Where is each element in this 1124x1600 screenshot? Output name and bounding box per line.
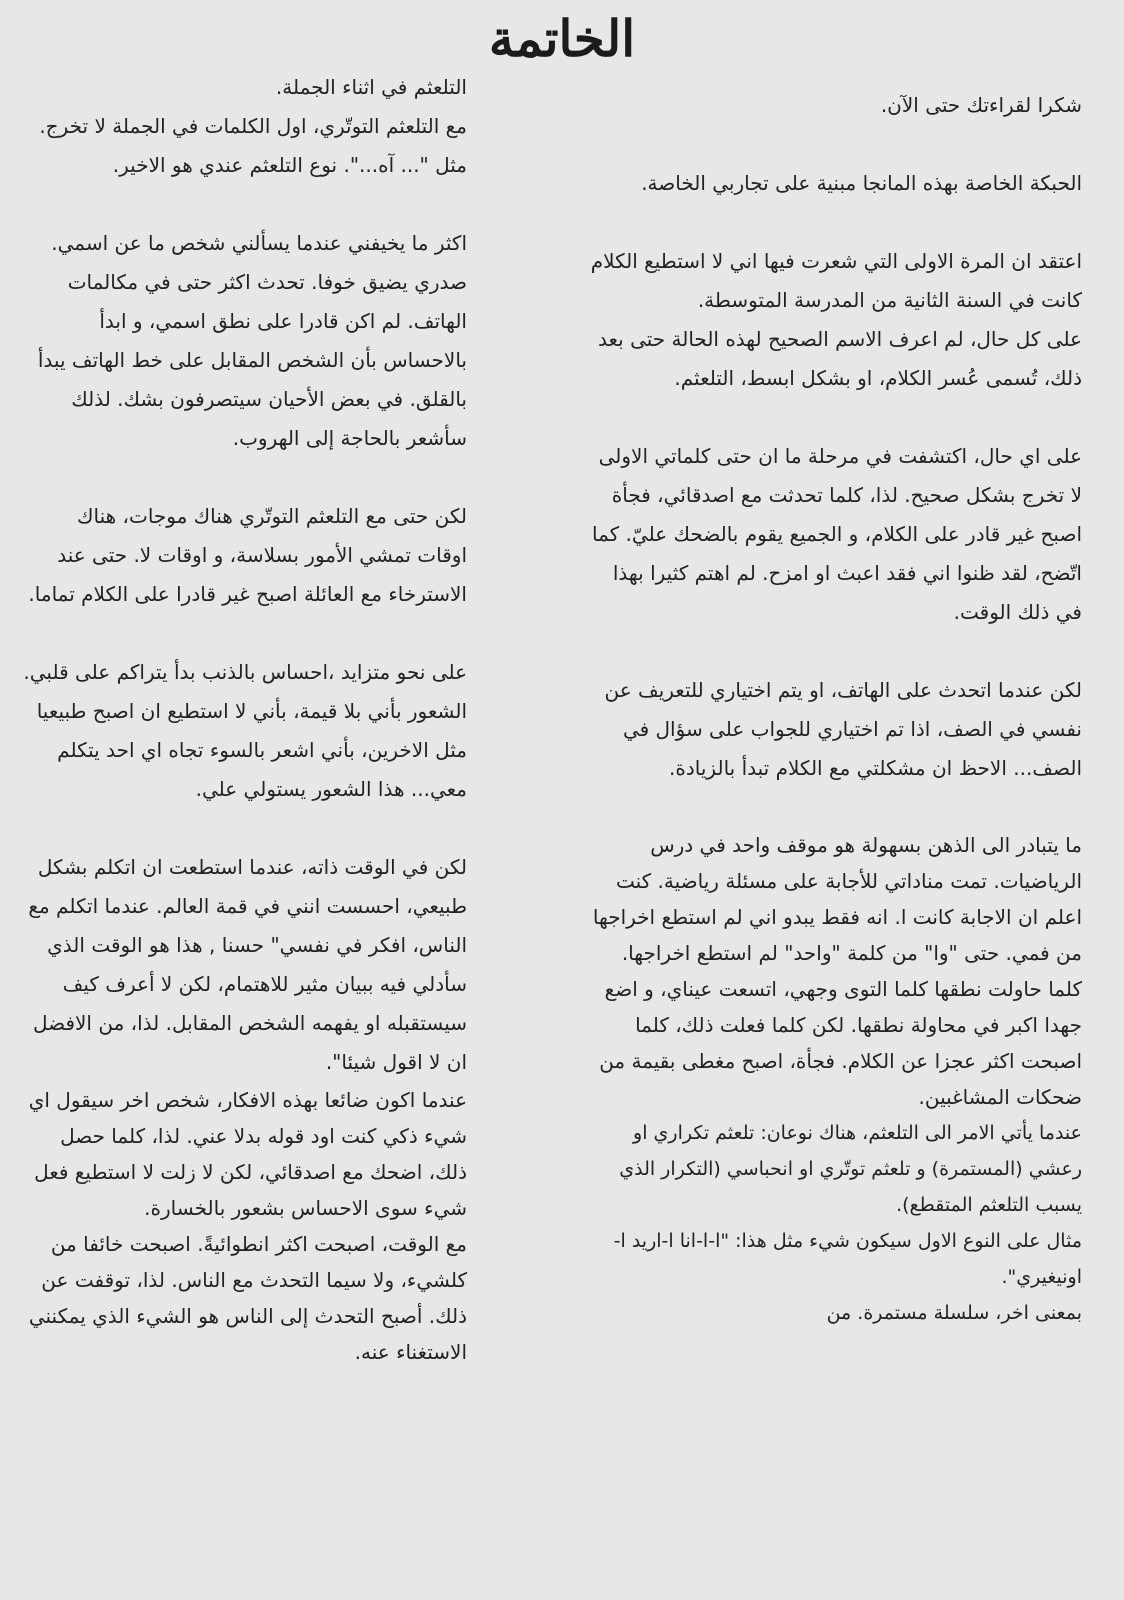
paragraph: شكرا لقراءتك حتى الآن.	[880, 93, 1082, 117]
paragraph: مثال على النوع الاول سيكون شيء مثل هذا: "ا-ا-انا ا-اريد ا-اونيغيري".	[613, 1230, 1082, 1288]
paragraph: عندما اكون ضائعا بهذه الافكار، شخص اخر سيقول اي شيء ذكي كنت اود قوله بدلا عني. لذا، كلما حصل ذلك، اضحك مع اصدقائي، لكن لا زلت لا استطيع فعل شيء سوى الاحساس بشعور بالخسارة.	[28, 1088, 467, 1220]
paragraph: اكثر ما يخيفني عندما يسألني شخص ما عن اسمي. صدري يضيق خوفا. تحدث اكثر حتى في مكالمات الهاتف. لم اكن قادرا على نطق اسمي، و ابدأ بالاحساس بأن الشخص المقابل على خط الهاتف يبدأ بالقلق. في بعض الأحيان سيتصرفون بشك. لذلك سأشعر بالحاجة إلى الهروب.	[37, 231, 467, 450]
page-title: الخاتمة	[488, 9, 636, 68]
paragraph: لكن حتى مع التلعثم التوتّري هناك موجات، هناك اوقات تمشي الأمور بسلاسة، و اوقات لا. حتى عند الاسترخاء مع العائلة اصبح غير قادرا على الكلام تماما.	[28, 504, 467, 606]
paragraph: على نحو متزايد ،احساس بالذنب بدأ يتراكم على قلبي. الشعور بأني بلا قيمة، بأني لا استطيع ان اصبح طبيعيا مثل الاخرين، بأني اشعر بالسوء تجاه اي احد يتكلم معي... هذا الشعور يستولي علي.	[23, 660, 467, 801]
paragraph-gap	[22, 809, 467, 848]
paragraph: لكن عندما اتحدث على الهاتف، او يتم اختياري للتعريف عن نفسي في الصف، اذا تم اختياري للجواب على سؤال في الصف... الاحظ ان مشكلتي مع الكلام تبدأ بالزيادة.	[604, 678, 1082, 780]
paragraph: الحبكة الخاصة بهذه المانجا مبنية على تجاربي الخاصة.	[641, 171, 1082, 195]
paragraph: عندما يأتي الامر الى التلعثم، هناك نوعان: تلعثم تكراري او رعشي (المستمرة) و تلعثم توتّري او انحباسي (التكرار الذي يسبب التلعثم المتقطع).	[619, 1122, 1082, 1216]
paragraph-gap	[22, 458, 467, 497]
paragraph-gap	[582, 203, 1082, 242]
paragraph: مع التلعثم التوتّري، اول الكلمات في الجملة لا تخرج. مثل "... آه...". نوع التلعثم عندي هو الاخير.	[39, 114, 467, 177]
paragraph: ما يتبادر الى الذهن بسهولة هو موقف واحد في درس الرياضيات. تمت مناداتي للأجابة على مسئلة رياضية. كنت اعلم ان الاجابة كانت ا. انه فقط يبدو اني لم استطع اخراجها من فمي. حتى "وا" من كلمة "واحد" لم استطع اخراجها. كلما حاولت نطقها كلما التوى وجهي، اتسعت عيناي، و اضع جهدا اكبر في محاولة نطقها. لكن كلما فعلت ذلك، كلما اصبحت اكثر عجزا عن الكلام. فجأة، اصبح مغطى بقيمة من ضحكات المشاغبين.	[592, 833, 1082, 1109]
paragraph: على اي حال، اكتشفت في مرحلة ما ان حتى كلماتي الاولى لا تخرج بشكل صحيح. لذا، كلما تحدثت مع اصدقائي، فجأة اصبح غير قادر على الكلام، و الجميع يقوم بالضحك عليّ. كما اتّضح، لقد ظنوا اني فقد اعبث او امزح. لم اهتم كثيرا بهذا في ذلك الوقت.	[592, 444, 1082, 624]
paragraph: على كل حال، لم اعرف الاسم الصحيح لهذه الحالة حتى بعد ذلك، تُسمى عُسر الكلام، او بشكل ابسط، التلعثم.	[598, 327, 1082, 390]
paragraph: اعتقد ان المرة الاولى التي شعرت فيها اني لا استطيع الكلام كانت في السنة الثانية من المدرسة المتوسطة.	[590, 249, 1082, 312]
paragraph-gap	[582, 788, 1082, 827]
paragraph: مع الوقت، اصبحت اكثر انطوائيةً. اصبحت خائفا من كلشيء، ولا سيما التحدث مع الناس. لذا، توقفت عن ذلك. أصبح التحدث إلى الناس هو الشيء الذي يمكنني الاستغناء عنه.	[28, 1232, 467, 1364]
paragraph-gap	[22, 185, 467, 224]
paragraph: لكن في الوقت ذاته، عندما استطعت ان اتكلم بشكل طبيعي، احسست انني في قمة العالم. عندما اتكلم مع الناس، افكر في نفسي" حسنا , هذا هو الوقت الذي سأدلي فيه ببيان مثير للاهتمام، لكن لا أعرف كيف سيستقبله او يفهمه الشخص المقابل. لذا، من الافضل ان لا اقول شيئا".	[28, 855, 467, 1074]
paragraph: بمعنى اخر، سلسلة مستمرة. من	[826, 1302, 1082, 1324]
paragraph-gap	[582, 125, 1082, 164]
paragraph-gap	[582, 398, 1082, 437]
paragraph-gap	[582, 632, 1082, 671]
paragraph-gap	[22, 614, 467, 653]
paragraph: التلعثم في اثناء الجملة.	[275, 75, 467, 99]
right-column	[582, 86, 1082, 1331]
left-column	[22, 68, 467, 1370]
